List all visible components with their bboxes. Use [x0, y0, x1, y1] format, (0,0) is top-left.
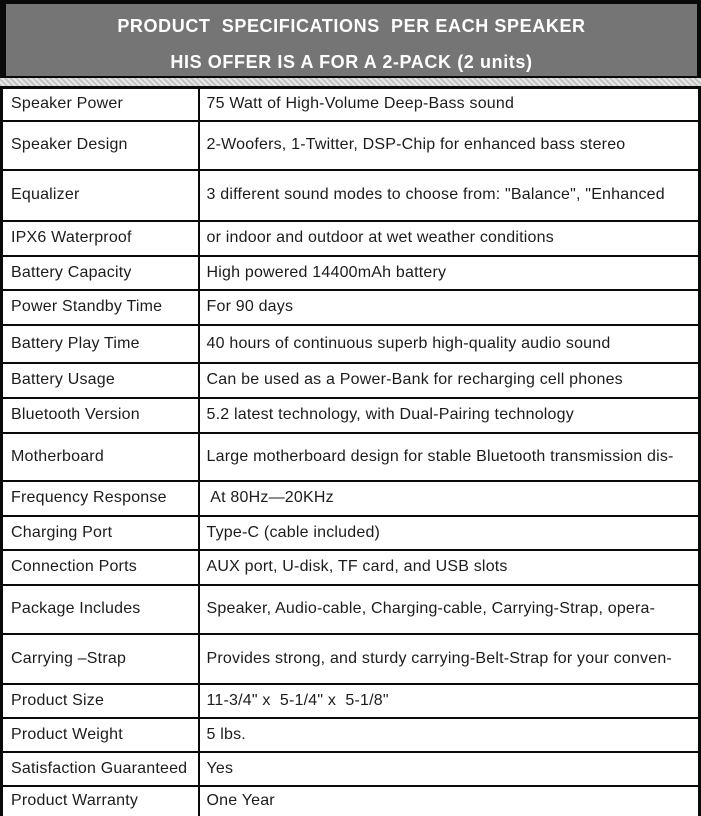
spec-value: Yes: [199, 752, 700, 786]
spec-value: For 90 days: [199, 290, 700, 325]
table-row: [2, 325, 700, 363]
spec-label: Equalizer: [2, 170, 199, 221]
header-subtitle: HIS OFFER IS A FOR A 2-PACK (2 units): [170, 52, 533, 72]
table-row: [2, 290, 700, 325]
spec-label: Speaker Design: [2, 121, 199, 170]
spec-value: Type-C (cable included): [199, 516, 700, 550]
spec-value: or indoor and outdoor at wet weather conditions: [199, 221, 700, 256]
spec-label: Battery Play Time: [2, 325, 199, 363]
spec-value: AUX port, U-disk, TF card, and USB slots: [199, 550, 700, 585]
spec-label: Battery Usage: [2, 363, 199, 398]
table-row: [2, 786, 700, 816]
table-row: [2, 398, 700, 433]
spec-value: One Year: [199, 786, 700, 816]
table-row: [2, 550, 700, 585]
spec-value: Large motherboard design for stable Bluetooth transmission dis-: [199, 433, 700, 481]
spec-value: 5 lbs.: [199, 718, 700, 752]
spec-value: 11-3/4" x 5-1/4" x 5-1/8": [199, 684, 700, 718]
spec-label: Product Warranty: [2, 786, 199, 816]
header-title: PRODUCT SPECIFICATIONS PER EACH SPEAKER: [117, 16, 586, 36]
table-row: [2, 88, 700, 121]
spec-value: Can be used as a Power-Bank for recharging cell phones: [199, 363, 700, 398]
table-row: [2, 634, 700, 684]
table-row: [2, 585, 700, 634]
table-row: [2, 121, 700, 170]
spec-label: Package Includes: [2, 585, 199, 634]
spec-value: 75 Watt of High-Volume Deep-Bass sound: [199, 88, 700, 121]
table-row: [2, 718, 700, 752]
spec-label: IPX6 Waterproof: [2, 221, 199, 256]
spec-value: 5.2 latest technology, with Dual-Pairing technology: [199, 398, 700, 433]
table-row: [2, 752, 700, 786]
spec-value: High powered 14400mAh battery: [199, 256, 700, 290]
spec-label: Battery Capacity: [2, 256, 199, 290]
table-row: [2, 256, 700, 290]
spec-label: Charging Port: [2, 516, 199, 550]
spec-value: Provides strong, and sturdy carrying-Belt-Strap for your conven-: [199, 634, 700, 684]
spec-value: 40 hours of continuous superb high-quality audio sound: [199, 325, 700, 363]
spec-value: At 80Hz—20KHz: [199, 481, 700, 516]
table-row: [2, 221, 700, 256]
spec-value: Speaker, Audio-cable, Charging-cable, Carrying-Strap, opera-: [199, 585, 700, 634]
spec-label: Bluetooth Version: [2, 398, 199, 433]
table-row: [2, 684, 700, 718]
spec-label: Satisfaction Guaranteed: [2, 752, 199, 786]
spec-value: 3 different sound modes to choose from: "Balance", "Enhanced: [199, 170, 700, 221]
spec-label: Carrying –Strap: [2, 634, 199, 684]
table-row: [2, 433, 700, 481]
spec-label: Frequency Response: [2, 481, 199, 516]
spec-label: Product Weight: [2, 718, 199, 752]
spec-value: 2-Woofers, 1-Twitter, DSP-Chip for enhanced bass stereo: [199, 121, 700, 170]
spec-table: [0, 86, 701, 816]
spec-label: Motherboard: [2, 433, 199, 481]
divider-strip: [0, 78, 701, 86]
table-row: [2, 481, 700, 516]
spec-label: Power Standby Time: [2, 290, 199, 325]
table-row: [2, 170, 700, 221]
table-row: [2, 516, 700, 550]
spec-label: Speaker Power: [2, 88, 199, 121]
spec-label: Product Size: [2, 684, 199, 718]
table-row: [2, 363, 700, 398]
spec-label: Connection Ports: [2, 550, 199, 585]
header-banner: [0, 0, 701, 78]
